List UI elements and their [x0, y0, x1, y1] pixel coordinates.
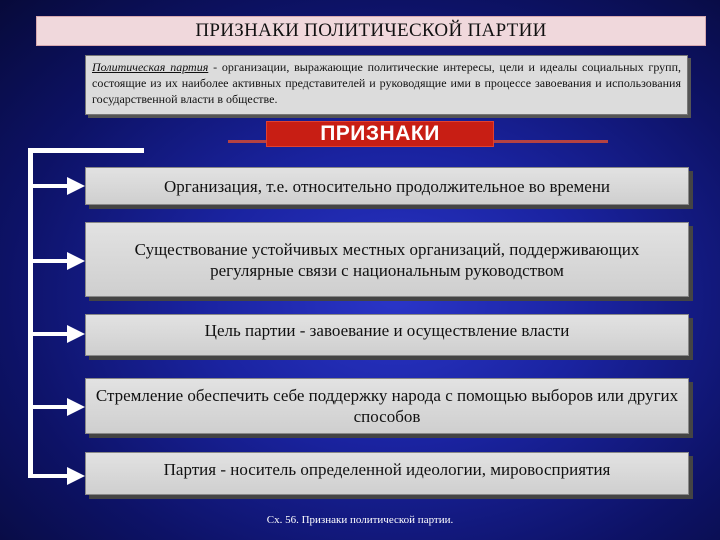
connector-2 [33, 259, 69, 263]
feature-box-5: Партия - носитель определенной идеологии, мировосприятия [85, 452, 689, 495]
definition-box [85, 55, 688, 115]
page-title: ПРИЗНАКИ ПОЛИТИЧЕСКОЙ ПАРТИИ [36, 16, 706, 46]
connector-top [28, 148, 144, 153]
feature-box-4: Стремление обеспечить себе поддержку народа с помощью выборов или других способов [85, 378, 689, 434]
arrow-4-icon [67, 398, 85, 416]
arrow-3-icon [67, 325, 85, 343]
features-header: ПРИЗНАКИ [266, 121, 494, 147]
feature-box-3: Цель партии - завоевание и осуществление власти [85, 314, 689, 356]
feature-box-2: Существование устойчивых местных организаций, поддерживающих регулярные связи с национальным руководством [85, 222, 689, 297]
arrow-2-icon [67, 252, 85, 270]
arrow-1-icon [67, 177, 85, 195]
definition-term: Политическая партия [92, 60, 209, 74]
connector-5 [33, 474, 69, 478]
definition-text: - организации, выражающие политические интересы, цели и идеалы социальных групп, состоящие из их наиболее активных представителей и руководящие ими в процессе завоевания и использования государственной власти в обществе. [92, 60, 681, 106]
connector-3 [33, 332, 69, 336]
connector-4 [33, 405, 69, 409]
connector-1 [33, 184, 69, 188]
arrow-5-icon [67, 467, 85, 485]
feature-box-1: Организация, т.е. относительно продолжительное во времени [85, 167, 689, 205]
figure-caption: Сх. 56. Признаки политической партии. [266, 514, 454, 526]
connector-trunk [28, 148, 33, 478]
